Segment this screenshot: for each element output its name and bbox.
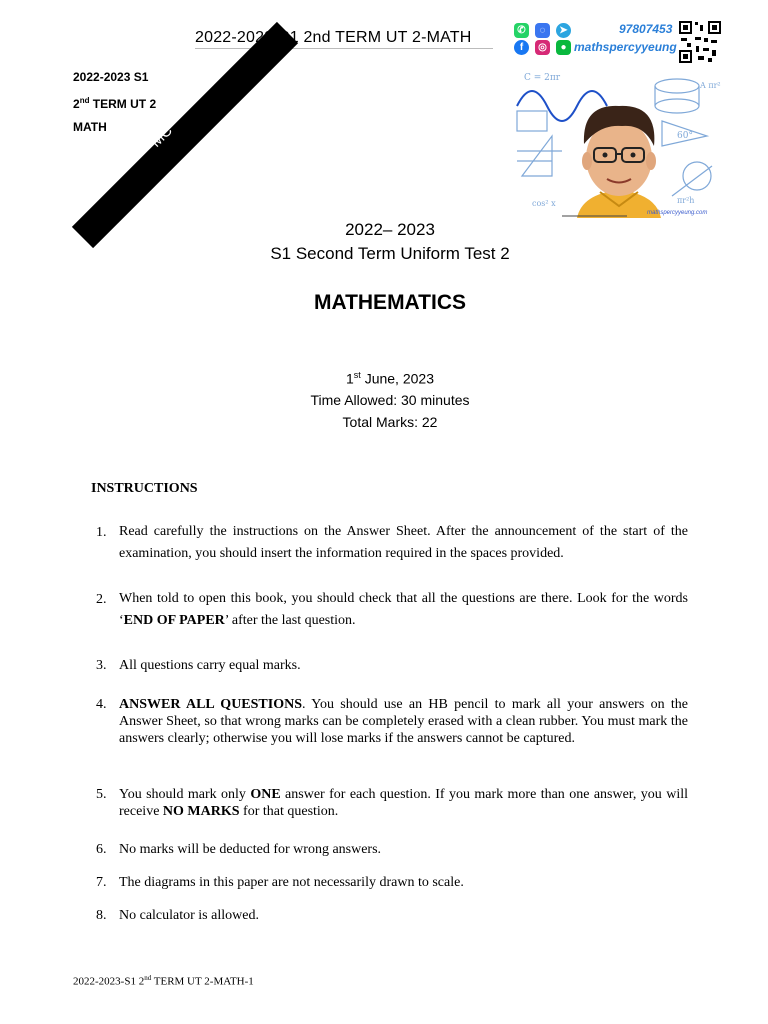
corner-line-1: 2022-2023 S1 — [73, 70, 149, 84]
subject-title: MATHEMATICS — [313, 291, 467, 314]
page-footer: 2022-2023-S1 2nd TERM UT 2-MATH-1 — [73, 974, 254, 988]
instagram-icon: ◎ — [535, 40, 550, 55]
contact-block — [512, 18, 762, 223]
svg-text:60°: 60° — [677, 131, 693, 141]
facebook-icon: f — [514, 40, 529, 55]
instructions-heading: INSTRUCTIONS — [91, 481, 198, 496]
svg-text:πr²h: πr²h — [677, 196, 695, 205]
svg-text:C = 2πr: C = 2πr — [524, 73, 561, 83]
running-header: 2022-2023-S1 2nd TERM UT 2-MATH — [195, 29, 472, 46]
total-marks: Total Marks: 22 — [342, 414, 438, 430]
whatsapp-icon: ✆ — [514, 23, 529, 38]
header-underline — [195, 48, 493, 49]
wechat-icon: ● — [556, 40, 571, 55]
time-allowed: Time Allowed: 30 minutes — [310, 392, 470, 408]
band-label: MC — [147, 122, 176, 151]
telegram-icon: ➤ — [556, 23, 571, 38]
teacher-caricature-icon — [512, 66, 727, 218]
social-handle: mathspercyyeung — [574, 40, 677, 54]
qr-code-icon — [678, 20, 722, 64]
signal-icon: ◌ — [535, 23, 550, 38]
svg-text:A πr²: A πr² — [700, 81, 721, 90]
corner-line-3: MATH — [73, 120, 107, 134]
svg-text:cos² x: cos² x — [532, 199, 556, 208]
corner-line-2: 2nd TERM UT 2 — [73, 96, 157, 111]
exam-date: 1st June, 2023 — [346, 370, 434, 387]
test-name: S1 Second Term Uniform Test 2 — [270, 244, 510, 263]
phone-number: 97807453 — [619, 22, 673, 36]
corner-info — [73, 66, 156, 139]
exam-year: 2022– 2023 — [345, 220, 435, 239]
website-label: mathspercyyeung.com — [647, 210, 708, 216]
